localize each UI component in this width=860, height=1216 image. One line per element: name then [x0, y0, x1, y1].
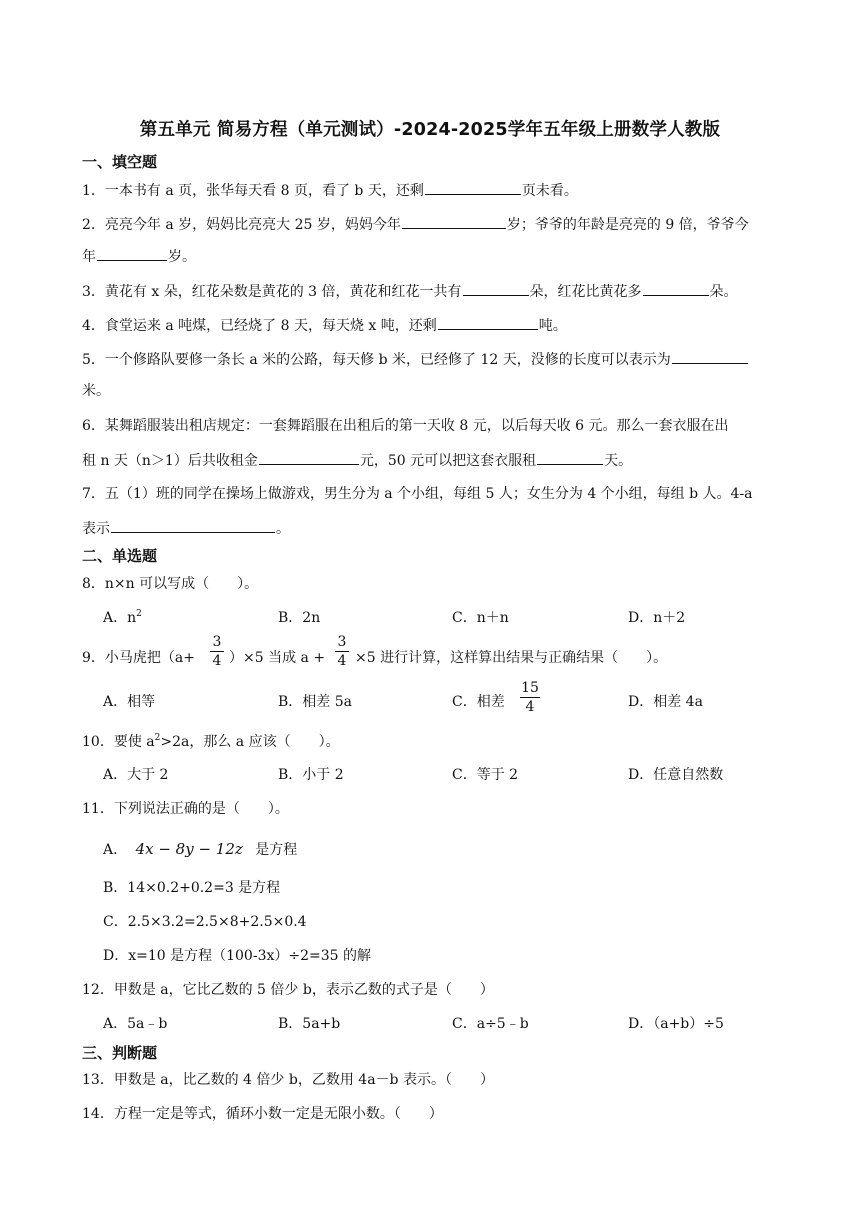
q9-option-c[interactable]	[452, 692, 505, 712]
q11-option-d[interactable]: D．x=10 是方程（100-3x）÷2=35 的解	[103, 948, 372, 964]
answer-blank[interactable]	[259, 450, 359, 465]
q5-text: 5．一个修路队要修一条长 a 米的公路，每天修 b 米，已经修了 12 天，没修的长度可以表示为	[82, 352, 671, 368]
answer-blank[interactable]	[672, 349, 748, 364]
question-11: 11．下列说法正确的是（ ）。	[82, 801, 289, 817]
section-single-choice: 二、单选题	[82, 547, 158, 565]
q11-option-c[interactable]: C．2.5×3.2=2.5×8+2.5×0.4	[103, 914, 307, 930]
q1-text: 1．一本书有 a 页，张华每天看 8 页，看了 b 天，还剩	[82, 183, 424, 199]
q8-option-d[interactable]: D．n＋2	[628, 610, 686, 626]
q7-text-end: 。	[276, 521, 290, 537]
q4-text-end: 吨。	[538, 318, 567, 334]
option-text: A．n	[103, 610, 137, 626]
question-1	[82, 180, 578, 201]
q2-text-end: 岁。	[168, 249, 196, 265]
page-title: 第五单元 简易方程（单元测试）-2024-2025学年五年级上册数学人教版	[139, 120, 721, 140]
q6-text: 6．某舞蹈服装出租店规定：一套舞蹈服在出租后的第一天收 8 元，以后每天收 6 元。那么一套衣服在出	[82, 418, 729, 434]
q2-text: 2．亮亮今年 a 岁，妈妈比亮亮大 25 岁，妈妈今年	[82, 217, 401, 233]
answer-blank[interactable]	[537, 450, 603, 465]
denominator: 4	[525, 699, 535, 715]
denominator: 4	[337, 653, 347, 669]
q9-text-3: ×5 进行计算，这样算出结果与正确结果（ ）。	[355, 650, 668, 666]
question-13: 13．甲数是 a，比乙数的 4 倍少 b，乙数用 4a－b 表示。（ ）	[82, 1072, 494, 1088]
q9-option-d[interactable]: D．相差 4a	[628, 694, 703, 710]
q9-option-a[interactable]: A．相等	[103, 694, 156, 710]
q9-text-1: 9．小马虎把（a+	[82, 650, 195, 666]
q3-text-mid: 朵，红花比黄花多	[529, 284, 642, 300]
q10-text: 10．要使 a	[82, 734, 155, 750]
answer-blank[interactable]	[97, 246, 167, 261]
q12-option-d[interactable]: D．（a+b）÷5	[628, 1016, 724, 1032]
question-7	[82, 484, 753, 504]
q12-option-c[interactable]: C．a÷5﹣b	[452, 1016, 529, 1032]
q11-option-b[interactable]: B．14×0.2+0.2=3 是方程	[103, 880, 281, 896]
numerator: 15	[521, 680, 539, 696]
superscript: 2	[136, 609, 142, 619]
math-expression: 4x − 8y − 12z	[135, 840, 243, 858]
q10-text-end: >2a，那么 a 应该（ ）。	[160, 734, 340, 750]
question-2	[82, 214, 749, 235]
q3-text: 3．黄花有 x 朵，红花朵数是黄花的 3 倍，黄花和红花一共有	[82, 284, 462, 300]
section-fill-blank: 一、填空题	[82, 153, 158, 171]
q8-option-a[interactable]	[103, 608, 142, 628]
q9-text-2: ）×5 当成 a +	[229, 650, 326, 666]
answer-blank[interactable]	[643, 281, 709, 296]
q2-text-mid: 岁；爷爷的年龄是亮亮的 9 倍，爷爷今	[506, 217, 749, 233]
q10-option-b[interactable]: B．小于 2	[278, 767, 344, 783]
q4-text: 4．食堂运来 a 吨煤，已经烧了 8 天，每天烧 x 吨，还剩	[82, 318, 437, 334]
q11-option-a[interactable]	[103, 839, 297, 860]
q6-text-end: 天。	[604, 453, 633, 469]
question-7-cont	[82, 518, 290, 539]
q9-option-b[interactable]: B．相差 5a	[278, 694, 352, 710]
question-10	[82, 732, 340, 752]
question-3	[82, 281, 738, 302]
q9-option-c-fraction	[520, 680, 540, 715]
q7-text: 7．五（1）班的同学在操场上做游戏，男生分为 a 个小组，每组 5 人；女生分为 4 个小组，每组 b 人。4-a	[82, 486, 753, 502]
option-text: C．相差	[452, 694, 505, 710]
answer-blank[interactable]	[438, 315, 538, 330]
question-12: 12．甲数是 a，它比乙数的 5 倍少 b，表示乙数的式子是（ ）	[82, 982, 494, 998]
q8-option-b[interactable]: B．2n	[278, 610, 321, 626]
answer-blank[interactable]	[111, 518, 275, 533]
q2-text-cont: 年	[82, 249, 96, 265]
numerator: 3	[337, 634, 347, 650]
question-6	[82, 416, 729, 436]
q12-option-a[interactable]: A．5a﹣b	[103, 1016, 168, 1032]
question-6-cont	[82, 450, 632, 471]
question-2-cont	[82, 246, 196, 267]
q9-fraction-2	[335, 634, 349, 669]
q10-option-d[interactable]: D．任意自然数	[628, 767, 724, 783]
numerator: 3	[212, 634, 222, 650]
q6-text-cont: 租 n 天（n＞1）后共收租金	[82, 453, 258, 469]
q5-text-end: 米。	[82, 383, 110, 399]
q6-text-mid: 元，50 元可以把这套衣服租	[359, 453, 537, 469]
question-8: 8．n×n 可以写成（ ）。	[82, 576, 259, 592]
question-5	[82, 349, 749, 370]
q8-option-c[interactable]: C．n＋n	[452, 610, 509, 626]
denominator: 4	[212, 653, 222, 669]
q12-option-b[interactable]: B．5a+b	[278, 1016, 341, 1032]
q3-text-end: 朵。	[709, 284, 738, 300]
question-4	[82, 315, 567, 336]
answer-blank[interactable]	[402, 214, 506, 229]
q10-option-c[interactable]: C．等于 2	[452, 767, 519, 783]
superscript: 2	[154, 733, 161, 743]
option-letter: A．	[103, 842, 128, 858]
q7-text-cont: 表示	[82, 521, 110, 537]
option-text: 是方程	[255, 842, 298, 858]
q10-option-a[interactable]: A．大于 2	[103, 767, 169, 783]
question-5-cont	[82, 381, 110, 401]
section-true-false: 三、判断题	[82, 1044, 158, 1062]
answer-blank[interactable]	[425, 180, 521, 195]
q9-fraction-1	[210, 634, 224, 669]
q1-text-end: 页未看。	[521, 183, 578, 199]
answer-blank[interactable]	[463, 281, 529, 296]
question-14: 14．方程一定是等式，循环小数一定是无限小数。（ ）	[82, 1106, 443, 1122]
